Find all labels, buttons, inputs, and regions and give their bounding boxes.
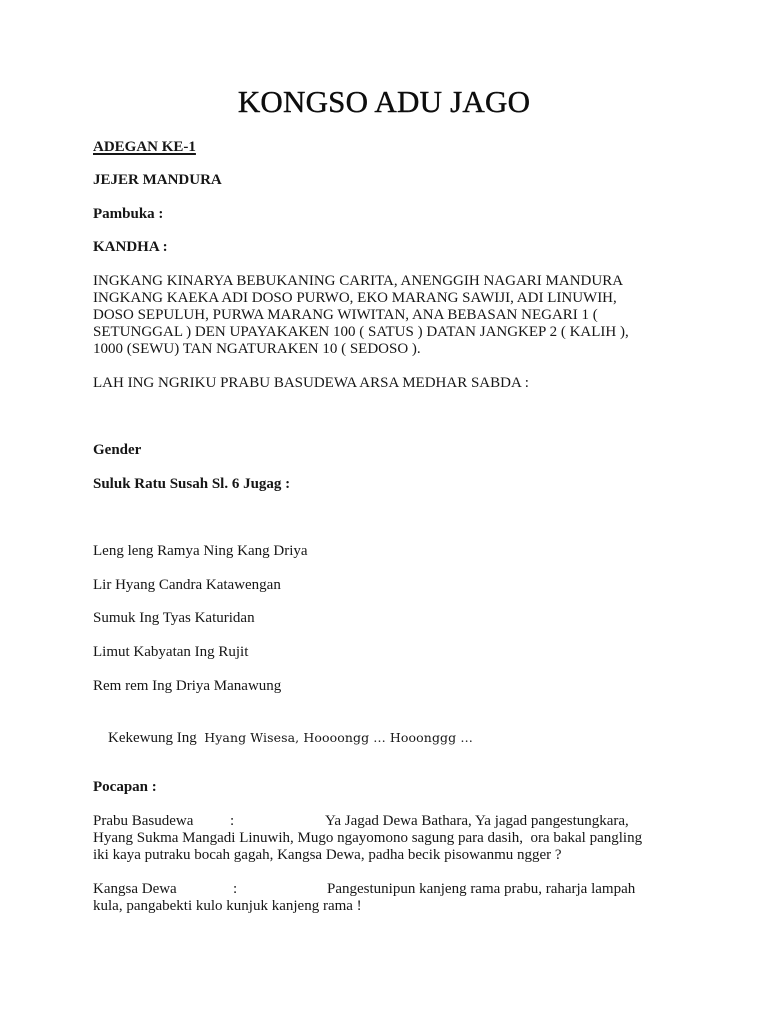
setting-heading: JEJER MANDURA	[93, 172, 222, 188]
dialogue-label: Pocapan :	[93, 779, 157, 795]
suluk-last-line	[93, 712, 473, 764]
suluk-last-line-part1: Kekewung Ing	[108, 730, 205, 746]
suluk-line: Limut Kabyatan Ing Rujit	[93, 644, 249, 660]
narration-line: SETUNGGAL ) DEN UPAYAKAKEN 100 ( SATUS ) DATAN JANGKEP 2 ( KALIH ),	[93, 324, 629, 340]
speaker-colon: :	[230, 813, 235, 829]
suluk-title: Suluk Ratu Susah Sl. 6 Jugag :	[93, 476, 291, 492]
narration-line: INGKANG KAEKA ADI DOSO PURWO, EKO MARANG SAWIJI, ADI LINUWIH,	[93, 290, 617, 306]
narration-line: INGKANG KINARYA BEBUKANING CARITA, ANENGGIH NAGARI MANDURA	[93, 273, 624, 289]
narration-line: 1000 (SEWU) TAN NGATURAKEN 10 ( SEDOSO ).	[93, 341, 421, 357]
narration-line: DOSO SEPULUH, PURWA MARANG WIWITAN, ANA BEBASAN NEGARI 1 (	[93, 307, 598, 323]
dialogue-line: kula, pangabekti kulo kunjuk kanjeng rama !	[93, 898, 362, 914]
dialogue-line: Hyang Sukma Mangadi Linuwih, Mugo ngayomono sagung para dasih, ora bakal pangling	[93, 830, 643, 846]
narration-paragraph	[93, 273, 673, 358]
instrument-label: Gender	[93, 442, 142, 458]
dialogue-entry	[93, 813, 693, 865]
speaker-name: Kangsa Dewa	[93, 881, 177, 897]
speaker-name: Prabu Basudewa	[93, 813, 194, 829]
suluk-line: Sumuk Ing Tyas Katuridan	[93, 610, 255, 626]
speaker-colon: :	[233, 881, 238, 897]
dialogue-line: iki kaya putraku bocah gagah, Kangsa Dewa, padha becik pisowanmu ngger ?	[93, 847, 562, 863]
dialogue-first-line: Ya Jagad Dewa Bathara, Ya jagad pangestungkara,	[325, 813, 629, 829]
document-title: KONGSO ADU JAGO	[237, 84, 531, 119]
suluk-line: Leng leng Ramya Ning Kang Driya	[93, 543, 308, 559]
dialogue-first-line: Pangestunipun kanjeng rama prabu, raharja lampah	[327, 881, 636, 897]
suluk-line: Lir Hyang Candra Katawengan	[93, 577, 281, 593]
scene-heading: ADEGAN KE-1	[93, 139, 196, 155]
dialogue-entry	[93, 881, 693, 917]
suluk-last-line-part2: Hyang Wisesa, Hoooongg … Hooonggg …	[204, 730, 473, 745]
narration-label: KANDHA :	[93, 239, 168, 255]
narration-closing: LAH ING NGRIKU PRABU BASUDEWA ARSA MEDHAR SABDA :	[93, 375, 529, 391]
suluk-line: Rem rem Ing Driya Manawung	[93, 678, 282, 694]
opening-label: Pambuka :	[93, 206, 164, 222]
